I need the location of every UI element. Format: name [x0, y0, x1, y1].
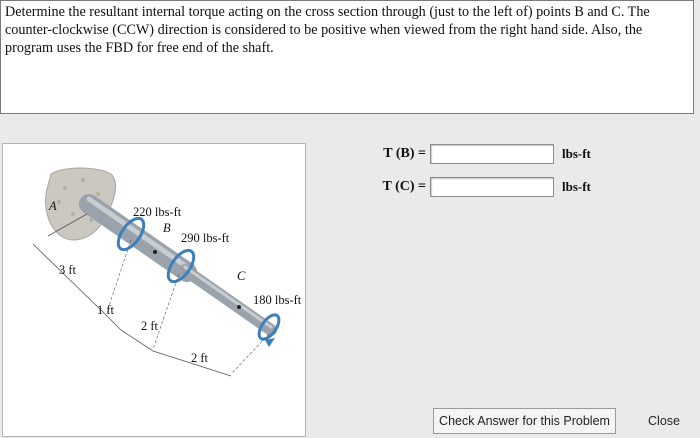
answer-label-tc: T (C) =	[382, 179, 426, 194]
answer-row-tb	[366, 141, 591, 167]
question-box	[0, 0, 694, 114]
question-text: Determine the resultant internal torque acting on the cross section through (just to the left of) points B and C. The counter-clockwise (CCW) direction is considered to be positive when viewed from the right hand side. Also, the program uses the FBD for free end of the shaft.	[5, 4, 650, 56]
point-b-label: B	[163, 221, 171, 235]
answer-unit-tb: lbs-ft	[562, 146, 591, 161]
tc-input[interactable]	[430, 177, 554, 197]
dim-label-1ft: 1 ft	[97, 303, 115, 317]
shaft-diagram	[3, 144, 307, 438]
tb-input[interactable]	[430, 144, 554, 164]
torque-label-290: 290 lbs-ft	[181, 231, 230, 245]
torque-label-180: 180 lbs-ft	[253, 293, 302, 307]
point-a-label: A	[49, 199, 57, 213]
point-c-label: C	[237, 269, 246, 283]
dim-label-2ft-b: 2 ft	[191, 351, 209, 365]
check-answer-button[interactable]: Check Answer for this Problem	[433, 408, 616, 434]
figure-panel	[2, 143, 306, 437]
answer-unit-tc: lbs-ft	[562, 179, 591, 194]
close-button[interactable]: Close	[648, 414, 680, 428]
answer-row-tc	[366, 174, 591, 200]
answer-label-tb: T (B) =	[383, 146, 426, 161]
dim-label-3ft: 3 ft	[59, 263, 77, 277]
torque-label-220: 220 lbs-ft	[133, 205, 182, 219]
dim-label-2ft-a: 2 ft	[141, 319, 159, 333]
